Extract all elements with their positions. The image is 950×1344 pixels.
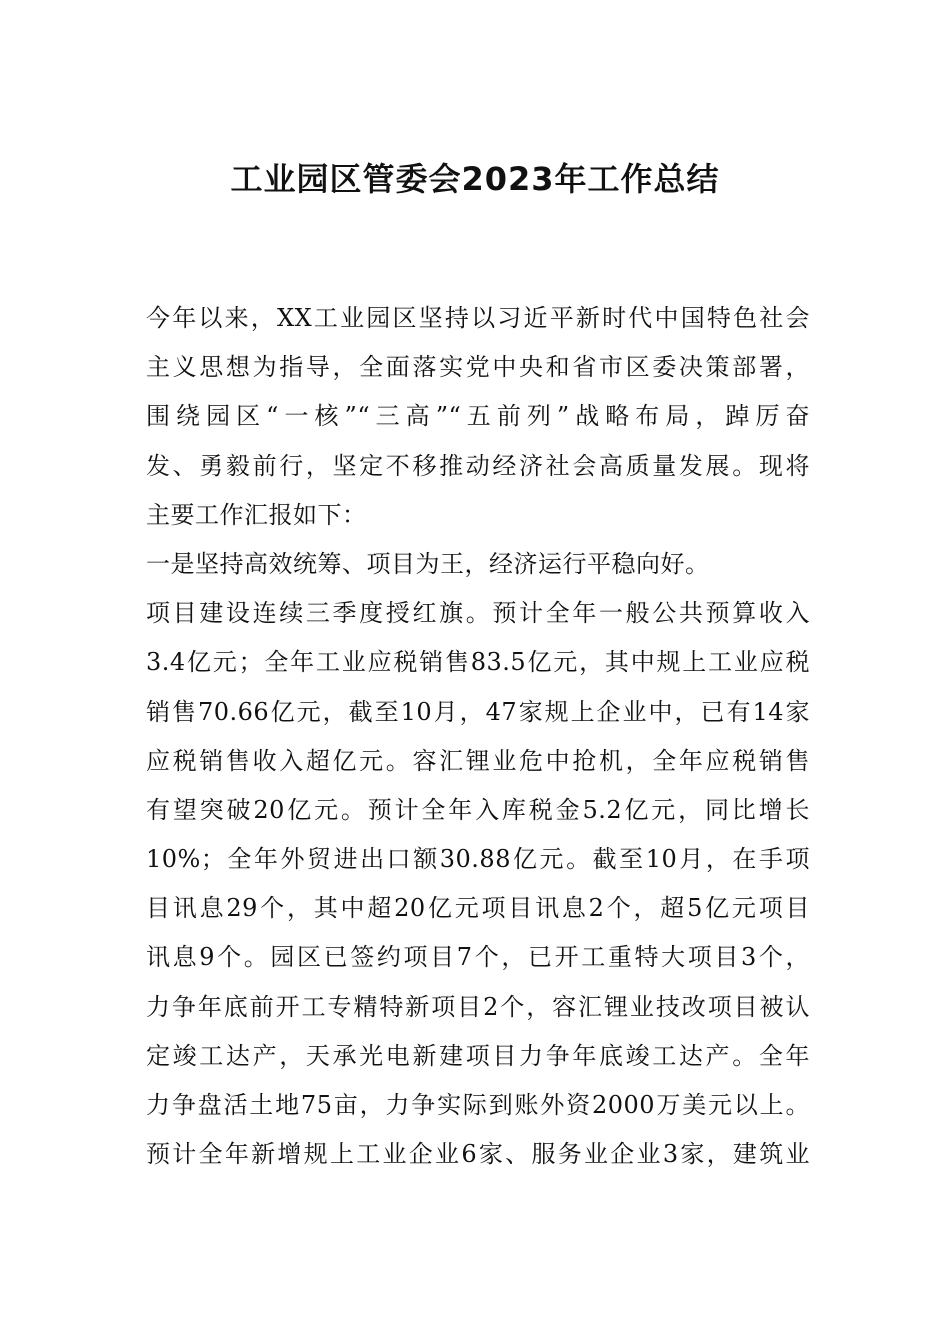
paragraph-line: 应税销售收入超亿元。容汇锂业危中抢机，全年应税销售 (146, 746, 810, 775)
paragraph-line: 销售70.66亿元，截至10月，47家规上企业中，已有14家 (146, 697, 810, 726)
section-heading: 一是坚持高效统筹、项目为王，经济运行平稳向好。 (146, 549, 710, 578)
paragraph-line: 10%；全年外贸进出口额30.88亿元。截至10月，在手项 (146, 845, 810, 874)
paragraph-line: 力争年底前开工专精特新项目2个，容汇锂业技改项目被认 (146, 992, 810, 1021)
paragraph-line: 今年以来，XX工业园区坚持以习近平新时代中国特色社会 (146, 304, 810, 332)
paragraph-line: 有望突破20亿元。预计全年入库税金5.2亿元，同比增长 (146, 795, 810, 824)
paragraph-line: 发、勇毅前行，坚定不移推动经济社会高质量发展。现将 (146, 451, 810, 480)
paragraph-line: 目讯息29个，其中超20亿元项目讯息2个，超5亿元项目 (146, 894, 810, 923)
paragraph-line: 主要工作汇报如下： (146, 500, 367, 529)
document-title: 工业园区管委会2023年工作总结 (230, 160, 720, 198)
paragraph-line: 项目建设连续三季度授红旗。预计全年一般公共预算收入 (146, 599, 810, 628)
paragraph-line: 主义思想为指导，全面落实党中央和省市区委决策部署， (146, 353, 810, 382)
paragraph-line: 3.4亿元；全年工业应税销售83.5亿元，其中规上工业应税 (146, 648, 810, 677)
paragraph-line: 讯息9个。园区已签约项目7个，已开工重特大项目3个， (146, 943, 810, 972)
paragraph-line: 预计全年新增规上工业企业6家、服务业企业3家，建筑业 (146, 1140, 810, 1169)
paragraph-line: 力争盘活土地75亩，力争实际到账外资2000万美元以上。 (146, 1091, 810, 1119)
document-body (146, 294, 810, 1179)
paragraph-line: 围绕园区“一核”“三高”“五前列”战略布局，踔厉奋 (146, 402, 810, 431)
paragraph-line: 定竣工达产，天承光电新建项目力争年底竣工达产。全年 (146, 1041, 810, 1070)
